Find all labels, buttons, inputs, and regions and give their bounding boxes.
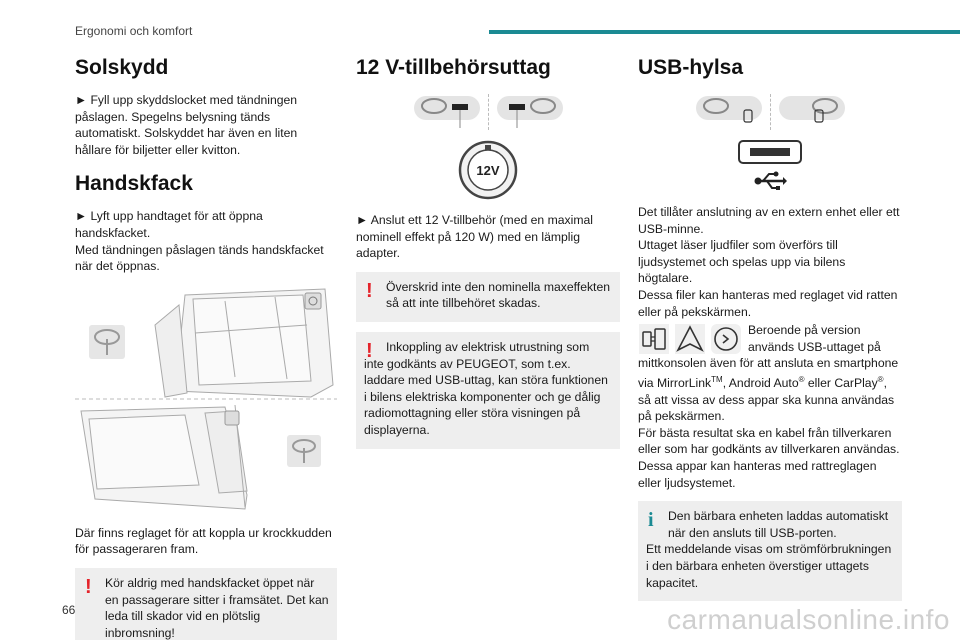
smartphone-section xyxy=(638,322,902,425)
glovebox-text-2: Med tändningen påslagen tänds handskfacket när det öppnas. xyxy=(75,242,324,274)
glovebox-title: Handskfack xyxy=(75,172,193,196)
page-number: 66 xyxy=(62,603,76,617)
usb-title: USB-hylsa xyxy=(638,56,744,79)
column-usb xyxy=(638,56,902,601)
glovebox-warning-box xyxy=(75,568,337,640)
glovebox-drawing xyxy=(75,285,337,519)
usb-text-2: Uttaget läser ljudfiler som överförs till ljudsystemet och spelas upp via bilens högtalare. xyxy=(638,238,846,286)
android-auto-icon xyxy=(674,323,706,355)
sunvisor-text: ► Fyll upp skyddslocket med tändningen påslagen. Spegelns belysning tänds automatiskt. Solskyddet har även en liten hållare för biljetter eller kvitton. xyxy=(75,93,298,157)
socket-warning-text-1: Överskrid inte den nominella maxeffekten så att inte tillbehöret skadas. xyxy=(386,279,611,311)
usb-port-icon xyxy=(738,140,802,164)
steering-wheel-right-icon xyxy=(497,94,563,130)
watermark: carmanualsonline.info xyxy=(667,604,950,635)
usb-text-3: Dessa filer kan hanteras med reglaget vid ratten eller på pekskärmen. xyxy=(638,287,898,319)
steering-wheel-left-icon xyxy=(414,94,480,130)
usb-port-graphic xyxy=(638,140,902,192)
socket-text: ► Anslut ett 12 V-tillbehör (med en maximal nominell effekt på 120 W) med en lämplig adapter. xyxy=(356,213,593,261)
usb-info-box xyxy=(638,501,902,601)
airbag-switch-text: Där finns reglaget för att koppla ur krockkudden för passageraren fram. xyxy=(75,525,332,557)
header-rule xyxy=(489,30,960,34)
steering-wheel-left-icon xyxy=(696,94,762,130)
column-sun-glovebox xyxy=(75,56,337,640)
usb-location-icons xyxy=(638,92,902,132)
column-12v-socket xyxy=(356,56,620,449)
warning-icon: ! xyxy=(85,575,92,598)
warning-icon: ! xyxy=(366,339,373,362)
carplay-icon xyxy=(710,323,742,355)
socket-warning-box-2 xyxy=(356,332,620,449)
socket-label: 12V xyxy=(476,163,500,178)
usb-smartphone-text-b: , Android Auto xyxy=(722,376,799,390)
registered-mark: ® xyxy=(798,374,805,384)
warning-icon: ! xyxy=(366,279,373,302)
sunvisor-title: Solskydd xyxy=(75,56,169,79)
usb-smartphone-text-a: Beroende på version används USB-uttaget på mittkonsolen även för att ansluta en smartphone via MirrorLink xyxy=(638,323,899,390)
trademark-mark: TM xyxy=(711,374,723,384)
steering-wheel-right-icon xyxy=(779,94,845,130)
usb-info-text-2: Ett meddelande visas om strömförbrukningen i den bärbara enheten överstiger uttagets kapacitet. xyxy=(646,542,892,590)
info-icon: i xyxy=(648,509,654,532)
mirrorlink-icon xyxy=(638,323,670,355)
socket-title: 12 V-tillbehörsuttag xyxy=(356,56,551,79)
section-header: Ergonomi och komfort xyxy=(75,24,193,38)
usb-smartphone-text-d: , så att vissa av dess appar ska kunna användas på pekskärmen. xyxy=(638,376,895,424)
12v-socket-icon xyxy=(458,140,518,200)
socket-warning-box-1 xyxy=(356,272,620,322)
usb-text-5: För bästa resultat ska en kabel från tillverkaren eller som har godkänts av tillverkaren användas. xyxy=(638,425,900,457)
12v-socket-graphic xyxy=(356,140,620,200)
usb-symbol-icon xyxy=(753,170,787,192)
registered-mark: ® xyxy=(877,374,884,384)
usb-smartphone-text-c: eller CarPlay xyxy=(804,376,878,390)
usb-info-text-1: Den bärbara enheten laddas automatiskt när den ansluts till USB-porten. xyxy=(668,509,889,540)
glovebox-warning-text: Kör aldrig med handskfacket öppet när en passagerare sitter i framsätet. Det kan leda till skador vid en plötslig inbromsning! xyxy=(105,575,329,640)
socket-warning-text-2: Inkoppling av elektrisk utrustning som inte godkänts av PEUGEOT, som t.ex. laddare med USB-uttag, kan störa funktionen i bilens elektriska komponenter och ge dålig radiomottagning eller störa visningen på displayerna. xyxy=(364,339,608,437)
glovebox-illustration xyxy=(75,285,337,519)
icon-separator xyxy=(770,94,771,130)
glovebox-text-1: ► Lyft upp handtaget för att öppna handskfacket. xyxy=(75,209,263,240)
usb-text-1: Det tillåter anslutning av en extern enhet eller ett USB-minne. xyxy=(638,205,900,236)
smartphone-app-icons xyxy=(638,323,742,355)
socket-location-icons xyxy=(356,92,620,132)
icon-separator xyxy=(488,94,489,130)
usb-text-6: Dessa appar kan hanteras med rattreglagen eller ljudsystemet. xyxy=(638,458,877,490)
